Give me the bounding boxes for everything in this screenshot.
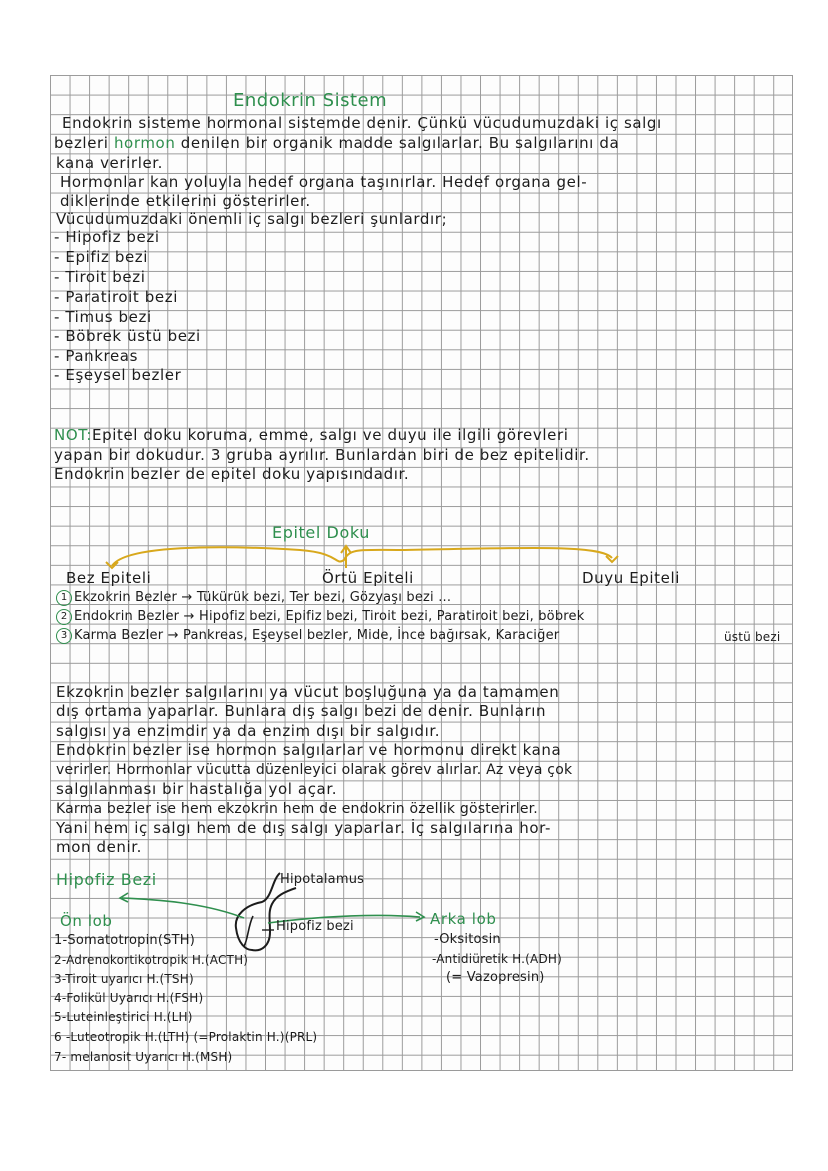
intro-word-hormon: hormon (113, 134, 176, 152)
note-label: NOT: (54, 426, 92, 444)
intro-line-4: Hormonlar kan yoluyla hedef organa taşınırlar. Hedef organa gel- (60, 173, 588, 191)
page-title: Endokrin Sistem (233, 90, 388, 111)
branch-duyu-epiteli: Duyu Epiteli (582, 569, 681, 587)
epitel-title: Epitel Doku (272, 523, 370, 542)
explain-line: verirler. Hormonlar vücutta düzenleyici olarak görev alırlar. Az veya çok (56, 762, 573, 778)
number-circle-icon: 2 (56, 609, 72, 625)
gland-item: - Böbrek üstü bezi (54, 327, 201, 345)
gland-item: - Timus bezi (54, 308, 152, 326)
intro-line-3: kana verirler. (56, 154, 164, 172)
branch-ortu-epiteli: Örtü Epiteli (322, 569, 414, 587)
intro-line-5: diklerinde etkilerini gösterirler. (60, 192, 311, 210)
on-lob-item: 3-Tiroit uyarıcı H.(TSH) (54, 972, 194, 986)
intro-line-2-rest: denilen bir organik madde salgılarlar. Bu salgılarını da (180, 134, 620, 152)
explain-line: Endokrin bezler ise hormon salgılarlar ve hormonu direkt kana (56, 741, 562, 759)
note-line-3: Endokrin bezler de epitel doku yapısındadır. (54, 465, 410, 483)
number-circle-icon: 3 (56, 628, 72, 644)
explain-line: Yani hem iç salgı hem de dış salgı yaparlar. İç salgılarına hor- (56, 819, 551, 837)
arka-lob-item: -Antidiüretik H.(ADH) (432, 952, 562, 966)
epitel-type-text: Endokrin Bezler → Hipofiz bezi, Epifiz bezi, Tiroit bezi, Paratiroit bezi, böbrek (74, 609, 585, 624)
gland-item: - Eşeysel bezler (54, 366, 182, 384)
explain-line: mon denir. (56, 838, 143, 856)
explain-line: Karma bezler ise hem ekzokrin hem de endokrin özellik gösterirler. (56, 801, 538, 817)
on-lob-item: 7- melanosit Uyarıcı H.(MSH) (54, 1050, 233, 1064)
epitel-type-text: Karma Bezler → Pankreas, Eşeysel bezler, Mide, İnce bağırsak, Karaciğer (74, 628, 560, 643)
on-lob-title: Ön lob (60, 912, 113, 930)
number-circle-icon: 1 (56, 590, 72, 606)
note-line-2: yapan bir dokudur. 3 gruba ayrılır. Bunlardan biri de bez epitelidir. (54, 446, 590, 464)
note-text-1: Epitel doku koruma, emme, salgı ve duyu ile ilgili görevleri (92, 426, 569, 444)
arka-lob-item: (= Vazopresin) (446, 970, 545, 985)
hipofiz-bezi-label: Hipofiz bezi (276, 919, 354, 934)
arka-lob-title: Arka lob (430, 910, 497, 928)
epitel-type-text: Ekzokrin Bezler → Tükürük bezi, Ter bezi, Gözyaşı bezi ... (74, 590, 452, 605)
explain-line: salgısı ya enzimdir ya da enzim dışı bir salgıdır. (56, 722, 441, 740)
intro-word-bezleri: bezleri (54, 134, 109, 152)
gland-item: - Epifiz bezi (54, 248, 149, 266)
gland-item: - Pankreas (54, 347, 139, 365)
explain-line: salgılanması bir hastalığa yol açar. (56, 780, 338, 798)
branch-bez-epiteli: Bez Epiteli (66, 569, 152, 587)
on-lob-item: 1-Somatotropin(STH) (54, 933, 195, 948)
intro-line-6: Vücudumuzdaki önemli iç salgı bezleri şunlardır; (56, 210, 448, 228)
hipotalamus-label: Hipotalamus (280, 872, 365, 887)
on-lob-item: 4-Folikül Uyarıcı H.(FSH) (54, 991, 204, 1005)
gland-item: - Tiroit bezi (54, 268, 146, 286)
on-lob-item: 6 -Luteotropik H.(LTH) (=Prolaktin H.)(PRL) (54, 1030, 318, 1044)
intro-line-1: Endokrin sisteme hormonal sistemde denir. Çünkü vücudumuzdaki iç salgı (62, 114, 662, 132)
epitel-type-3-overflow: üstü bezi (724, 630, 781, 644)
on-lob-item: 5-Luteinleştirici H.(LH) (54, 1010, 193, 1024)
explain-line: dış ortama yaparlar. Bunlara dış salgı bezi de denir. Bunların (56, 702, 547, 720)
gland-item: - Hipofiz bezi (54, 228, 160, 246)
gland-item: - Paratiroit bezi (54, 288, 178, 306)
hipofiz-title: Hipofiz Bezi (56, 870, 157, 889)
explain-line: Ekzokrin bezler salgılarını ya vücut boşluğuna ya da tamamen (56, 683, 560, 701)
arka-lob-item: -Oksitosin (434, 932, 501, 947)
on-lob-item: 2-Adrenokortikotropik H.(ACTH) (54, 953, 249, 967)
